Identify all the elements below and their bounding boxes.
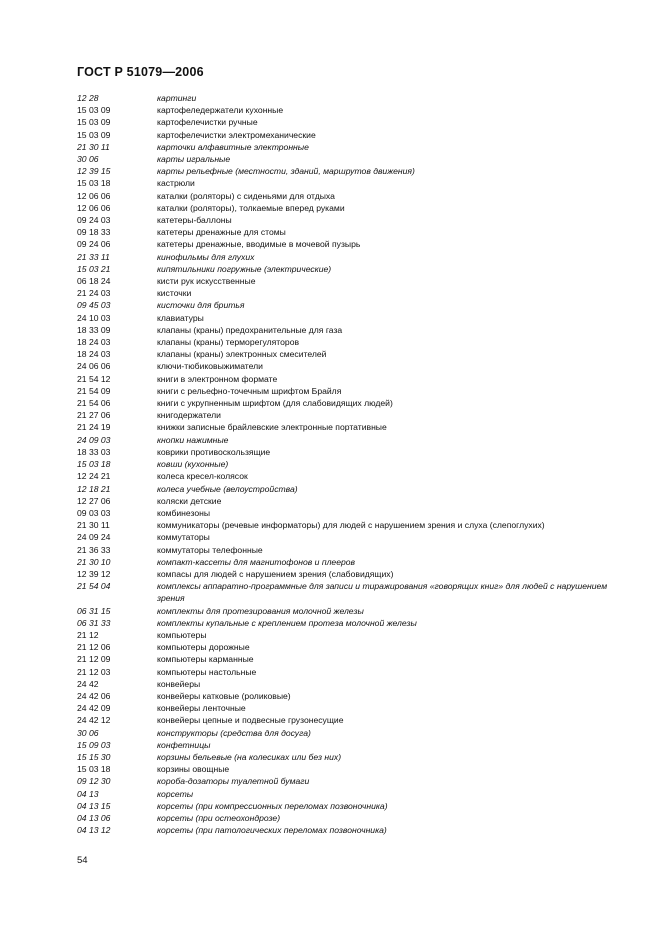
entry-term: корзины овощные: [157, 764, 230, 775]
list-item: [77, 580, 617, 604]
list-item: [77, 568, 617, 580]
list-item: [77, 605, 617, 617]
entry-term: ковши (кухонные): [157, 459, 229, 470]
entry-term: комплексы аппаратно-программные для записи и тиражирования «говорящих книг» для людей с нарушением зрения: [157, 581, 608, 604]
list-item: [77, 690, 617, 702]
entry-term: корсеты (при патологических переломах позвоночника): [157, 825, 387, 836]
entry-term: катетеры дренажные для стомы: [157, 227, 286, 238]
entry-term: клавиатуры: [157, 312, 204, 323]
entry-code: 21 54 12: [77, 373, 111, 384]
entry-code: 24 09 24: [77, 532, 111, 543]
page-number: 54: [77, 855, 88, 866]
entry-term: кинофильмы для глухих: [157, 251, 255, 262]
entry-term: комплекты для протезирования молочной железы: [157, 605, 364, 616]
entry-term: клапаны (краны) терморегуляторов: [157, 337, 300, 348]
entry-code: 15 03 09: [77, 105, 111, 116]
list-item: [77, 483, 617, 495]
entry-code: 30 06: [77, 154, 99, 165]
entry-term: конвейеры цепные и подвесные грузонесущие: [157, 715, 344, 726]
list-item: [77, 775, 617, 787]
entry-term: карты игральные: [157, 154, 231, 165]
index-list: [77, 92, 617, 836]
list-item: [77, 531, 617, 543]
list-item: [77, 788, 617, 800]
entry-code: 21 30 11: [77, 520, 110, 531]
entry-code: 18 33 03: [77, 446, 111, 457]
entry-code: 12 27 06: [77, 495, 111, 506]
list-item: [77, 824, 617, 836]
entry-term: компьютеры настольные: [157, 666, 257, 677]
entry-code: 15 03 09: [77, 129, 111, 140]
entry-code: 04 13 06: [77, 812, 111, 823]
list-item: [77, 141, 617, 153]
entry-term: картофелечистки ручные: [157, 117, 258, 128]
entry-code: 15 03 18: [77, 764, 111, 775]
list-item: [77, 226, 617, 238]
entry-term: каталки (роляторы), толкаемые вперед руками: [157, 202, 345, 213]
entry-code: 18 33 09: [77, 324, 111, 335]
entry-term: клапаны (краны) предохранительные для газа: [157, 324, 343, 335]
entry-term: каталки (роляторы) с сиденьями для отдыха: [157, 190, 335, 201]
entry-code: 24 42 12: [77, 715, 111, 726]
entry-term: кнопки нажимные: [157, 434, 229, 445]
document-header: ГОСТ Р 51079—2006: [77, 65, 204, 79]
entry-code: 18 24 03: [77, 337, 111, 348]
entry-code: 15 03 18: [77, 459, 111, 470]
list-item: [77, 287, 617, 299]
entry-code: 24 42 09: [77, 703, 111, 714]
entry-term: кастрюли: [157, 178, 195, 189]
entry-term: кипятильники погружные (электрические): [157, 263, 332, 274]
list-item: [77, 397, 617, 409]
entry-code: 09 03 03: [77, 507, 111, 518]
entry-term: карточки алфавитные электронные: [157, 141, 309, 152]
entry-code: 24 06 06: [77, 361, 111, 372]
list-item: [77, 251, 617, 263]
entry-term: компьютеры: [157, 629, 207, 640]
entry-term: колеса кресел-колясок: [157, 471, 248, 482]
list-item: [77, 360, 617, 372]
list-item: [77, 812, 617, 824]
entry-code: 21 30 11: [77, 141, 110, 152]
entry-term: картинги: [157, 93, 197, 103]
entry-code: 21 30 10: [77, 556, 111, 567]
list-item: [77, 116, 617, 128]
list-item: [77, 129, 617, 141]
entry-term: компьютеры карманные: [157, 654, 254, 665]
list-item: [77, 153, 617, 165]
entry-code: 21 27 06: [77, 410, 111, 421]
entry-term: корсеты (при остеохондрозе): [157, 812, 281, 823]
list-item: [77, 348, 617, 360]
entry-code: 24 42 06: [77, 690, 111, 701]
entry-code: 04 13 15: [77, 800, 111, 811]
entry-term: ключи-тюбиковыжиматели: [157, 361, 263, 372]
entry-code: 18 24 03: [77, 349, 111, 360]
list-item: [77, 507, 617, 519]
entry-term: короба-дозаторы туалетной бумаги: [157, 776, 310, 787]
list-item: [77, 751, 617, 763]
entry-code: 21 12 06: [77, 642, 111, 653]
list-item: [77, 312, 617, 324]
entry-term: клапаны (краны) электронных смесителей: [157, 349, 327, 360]
entry-term: кисточки: [157, 288, 192, 299]
entry-code: 15 03 09: [77, 117, 111, 128]
entry-term: коммутаторы телефонные: [157, 544, 263, 555]
list-item: [77, 336, 617, 348]
list-item: [77, 202, 617, 214]
list-item: [77, 214, 617, 226]
list-item: [77, 556, 617, 568]
list-item: [77, 714, 617, 726]
list-item: [77, 800, 617, 812]
list-item: [77, 446, 617, 458]
entry-code: 09 18 33: [77, 227, 111, 238]
entry-code: 09 12 30: [77, 776, 111, 787]
entry-term: коврики противоскользящие: [157, 446, 271, 457]
entry-code: 21 12 09: [77, 654, 111, 665]
list-item: [77, 653, 617, 665]
list-item: [77, 263, 617, 275]
entry-code: 12 18 21: [77, 483, 111, 494]
entry-code: 04 13 12: [77, 825, 111, 836]
entry-term: корсеты: [157, 788, 194, 799]
list-item: [77, 544, 617, 556]
list-item: [77, 92, 617, 104]
list-item: [77, 458, 617, 470]
entry-code: 06 18 24: [77, 276, 111, 287]
entry-term: катетеры-баллоны: [157, 215, 232, 226]
entry-term: конвейеры: [157, 678, 201, 689]
entry-term: компакт-кассеты для магнитофонов и плееров: [157, 556, 356, 567]
entry-code: 12 28: [77, 93, 99, 103]
entry-code: 21 36 33: [77, 544, 111, 555]
entry-term: книги с укрупненным шрифтом (для слабовидящих людей): [157, 398, 393, 409]
list-item: [77, 177, 617, 189]
entry-code: 21 24 03: [77, 288, 111, 299]
list-item: [77, 739, 617, 751]
entry-code: 21 12: [77, 629, 99, 640]
list-item: [77, 763, 617, 775]
list-item: [77, 275, 617, 287]
entry-code: 06 31 15: [77, 605, 111, 616]
list-item: [77, 373, 617, 385]
entry-term: компасы для людей с нарушением зрения (слабовидящих): [157, 568, 394, 579]
entry-code: 12 24 21: [77, 471, 111, 482]
list-item: [77, 165, 617, 177]
list-item: [77, 495, 617, 507]
list-item: [77, 617, 617, 629]
entry-code: 09 45 03: [77, 300, 111, 311]
list-item: [77, 519, 617, 531]
entry-code: 04 13: [77, 788, 99, 799]
list-item: [77, 104, 617, 116]
entry-term: комплекты купальные с креплением протеза молочной железы: [157, 617, 417, 628]
entry-code: 21 24 19: [77, 422, 111, 433]
entry-term: конфетницы: [157, 739, 211, 750]
list-item: [77, 238, 617, 250]
entry-term: карты рельефные (местности, зданий, маршрутов движения): [157, 166, 415, 177]
list-item: [77, 324, 617, 336]
list-item: [77, 421, 617, 433]
list-item: [77, 434, 617, 446]
list-item: [77, 666, 617, 678]
entry-term: коляски детские: [157, 495, 222, 506]
list-item: [77, 678, 617, 690]
entry-term: корсеты (при компрессионных переломах позвоночника): [157, 800, 388, 811]
entry-code: 12 39 12: [77, 568, 111, 579]
entry-term: кисти рук искусственные: [157, 276, 256, 287]
entry-term: конвейеры ленточные: [157, 703, 246, 714]
entry-term: картофеледержатели кухонные: [157, 105, 284, 116]
entry-code: 12 39 15: [77, 166, 111, 177]
entry-code: 15 03 21: [77, 263, 111, 274]
list-item: [77, 409, 617, 421]
list-item: [77, 629, 617, 641]
entry-term: конструкторы (средства для досуга): [157, 727, 311, 738]
entry-term: конвейеры катковые (роликовые): [157, 690, 291, 701]
entry-code: 12 06 06: [77, 202, 111, 213]
entry-term: компьютеры дорожные: [157, 642, 250, 653]
entry-term: книги в электронном формате: [157, 373, 278, 384]
entry-code: 21 54 09: [77, 385, 111, 396]
entry-code: 09 24 06: [77, 239, 111, 250]
entry-code: 15 03 18: [77, 178, 111, 189]
entry-term: картофелечистки электромеханические: [157, 129, 316, 140]
entry-code: 06 31 33: [77, 617, 111, 628]
entry-code: 21 54 04: [77, 581, 111, 592]
entry-code: 21 33 11: [77, 251, 110, 262]
entry-term: комбинезоны: [157, 507, 211, 518]
entry-term: книги с рельефно-точечным шрифтом Брайля: [157, 385, 342, 396]
entry-term: книжки записные брайлевские электронные портативные: [157, 422, 387, 433]
entry-term: коммутаторы: [157, 532, 210, 543]
list-item: [77, 190, 617, 202]
entry-code: 15 15 30: [77, 751, 111, 762]
entry-code: 09 24 03: [77, 215, 111, 226]
list-item: [77, 385, 617, 397]
entry-term: кисточки для бритья: [157, 300, 245, 311]
entry-code: 21 12 03: [77, 666, 111, 677]
entry-code: 15 09 03: [77, 739, 111, 750]
list-item: [77, 727, 617, 739]
entry-code: 30 06: [77, 727, 99, 738]
entry-term: колеса учебные (велоустройства): [157, 483, 298, 494]
entry-term: катетеры дренажные, вводимые в мочевой пузырь: [157, 239, 361, 250]
entry-term: корзины бельевые (на колесиках или без них): [157, 751, 342, 762]
list-item: [77, 702, 617, 714]
list-item: [77, 470, 617, 482]
entry-code: 21 54 06: [77, 398, 111, 409]
entry-code: 12 06 06: [77, 190, 111, 201]
entry-code: 24 10 03: [77, 312, 111, 323]
list-item: [77, 641, 617, 653]
entry-term: книгодержатели: [157, 410, 221, 421]
entry-code: 24 09 03: [77, 434, 111, 445]
entry-code: 24 42: [77, 678, 99, 689]
list-item: [77, 299, 617, 311]
entry-term: коммуникаторы (речевые информаторы) для людей с нарушением зрения и слуха (слепоглухих): [157, 520, 545, 531]
